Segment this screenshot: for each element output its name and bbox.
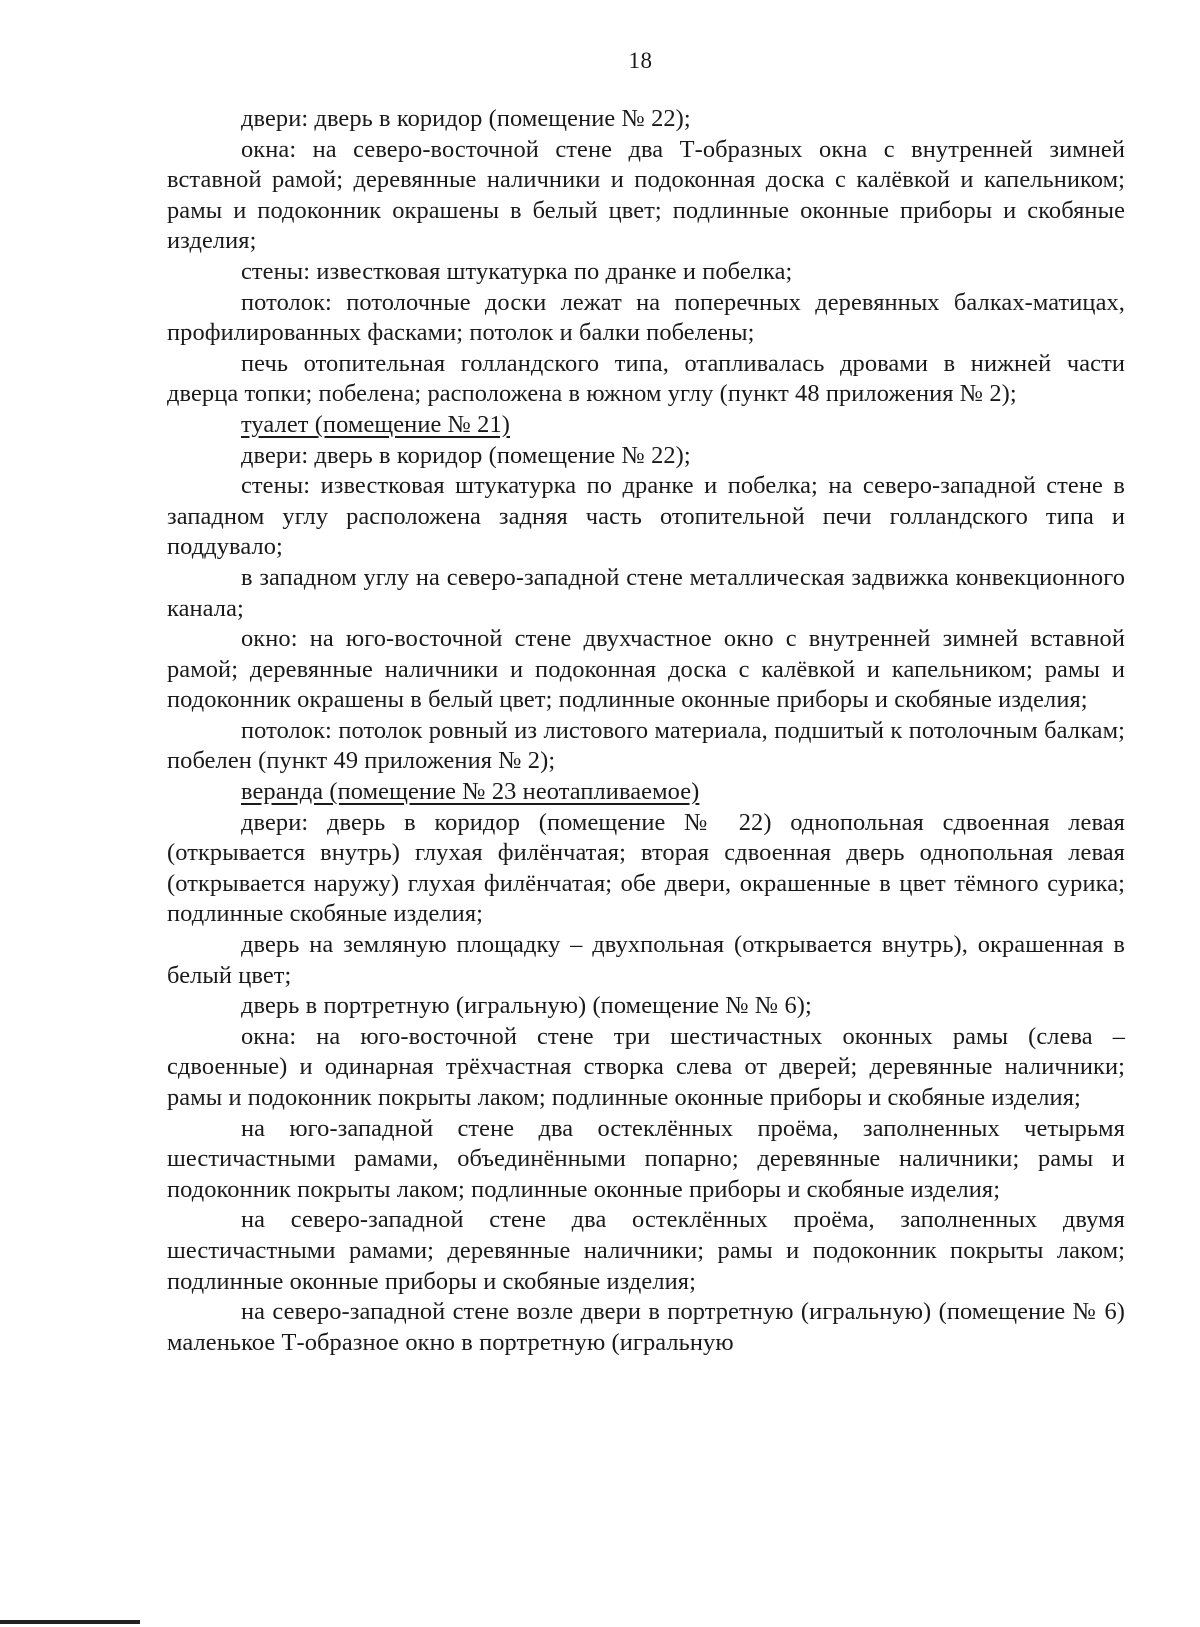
- paragraph: на северо-западной стене возле двери в портретную (игральную) (помещение № 6) маленькое Т-образное окно в портретную (игральную: [167, 1298, 1125, 1356]
- paragraph: двери: дверь в коридор (помещение № 22);: [241, 441, 691, 469]
- paragraph: окна: на юго-восточной стене три шестичастных оконных рамы (слева – сдвоенные) и одинарная трёхчастная створка слева от дверей; деревянные наличники; рамы и подоконник покрыты лаком; подлинные оконные приборы и скобяные изделия;: [167, 1022, 1125, 1111]
- section-heading: туалет (помещение № 21): [241, 410, 510, 438]
- paragraph: потолок: потолок ровный из листового материала, подшитый к потолочным балкам; побелен (пункт 49 приложения № 2);: [167, 716, 1125, 775]
- paragraph: на северо-западной стене два остеклённых проёма, заполненных двумя шестичастными рамами; деревянные наличники; рамы и подоконник покрыты лаком; подлинные оконные приборы и скобяные изделия;: [167, 1206, 1125, 1295]
- paragraph: дверь в портретную (игральную) (помещение № № 6);: [241, 992, 812, 1020]
- paragraph: печь отопительная голландского типа, отапливалась дровами в нижней части дверца топки; побелена; расположена в южном углу (пункт 48 приложения № 2);: [167, 349, 1125, 408]
- page-number: 18: [628, 48, 653, 73]
- scan-edge-mark: [0, 1620, 140, 1624]
- paragraph: двери: дверь в коридор (помещение № 22);: [241, 105, 691, 132]
- section-heading: веранда (помещение № 23 неотапливаемое): [241, 778, 700, 806]
- paragraph: стены: известковая штукатурка по дранке и побелка; на северо-западной стене в западном углу расположена задняя часть отопительной печи голландского типа и поддувало;: [167, 472, 1125, 561]
- paragraph: дверь на земляную площадку – двухпольная (открывается внутрь), окрашенная в белый цвет;: [167, 931, 1125, 989]
- paragraph: окно: на юго-восточной стене двухчастное окно с внутренней зимней вставной рамой; деревянные наличники и подоконная доска с калёвкой и капельником; рамы и подоконник окрашены в белый цвет; подлинные оконные приборы и скобяные изделия;: [167, 625, 1125, 714]
- document-body: [167, 104, 1125, 1358]
- paragraph: двери: дверь в коридор (помещение № 22) однопольная сдвоенная левая (открывается внутрь) глухая филёнчатая; вторая сдвоенная дверь однопольная левая (открывается наружу) глухая филёнчатая; обе двери, окрашенные в цвет тёмного сурика; подлинные скобяные изделия;: [167, 808, 1125, 928]
- paragraph: потолок: потолочные доски лежат на поперечных деревянных балках-матицах, профилированных фасками; потолок и балки побелены;: [167, 288, 1125, 347]
- paragraph: окна: на северо-восточной стене два Т-образных окна с внутренней зимней вставной рамой; деревянные наличники и подоконная доска с калёвкой и капельником; рамы и подоконник окрашены в белый цвет; подлинные оконные приборы и скобяные изделия;: [167, 135, 1125, 255]
- paragraph: в западном углу на северо-западной стене металлическая задвижка конвекционного канала;: [167, 563, 1125, 622]
- paragraph: на юго-западной стене два остеклённых проёма, заполненных четырьмя шестичастными рамами, объединёнными попарно; деревянные наличники; рамы и подоконник покрыты лаком; подлинные оконные приборы и скобяные изделия;: [167, 1114, 1125, 1203]
- paragraph: стены: известковая штукатурка по дранке и побелка;: [241, 257, 793, 285]
